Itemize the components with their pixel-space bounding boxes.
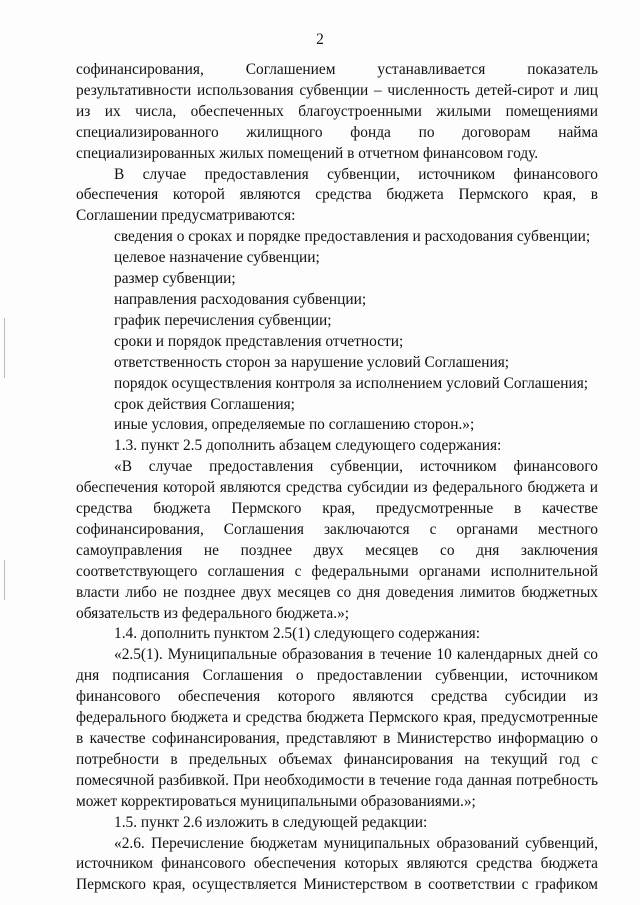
list-item: сроки и порядок представления отчетности; (114, 332, 404, 350)
list-item: ответственность сторон за нарушение условий Соглашения; (114, 353, 510, 371)
paragraph: «В случае предоставления субвенции, источником финансового обеспечения которой являются средства субсидии из федерального бюджета и средства бюджета Пермского края, предусмотренные в качестве софинансирования, Соглашения заключаются с органами местного самоуправления не позднее двух месяцев со дня заключения соответствующего соглашения с федеральными органами исполнительной власти либо не позднее двух месяцев со дня доведения лимитов бюджетных обязательств из федерального бюджета.»; (76, 458, 598, 622)
paragraph: софинансирования, Соглашением устанавливается показатель результативности использования субвенции – численность детей-сирот и лиц из их числа, обеспеченных благоустроенными жилыми помещениями специализированного жилищного фонда по договорам найма специализированных жилых помещений в отчетном финансовом году. (76, 61, 598, 162)
list-item: порядок осуществления контроля за исполнением условий Соглашения; (114, 374, 589, 392)
list-item: иные условия, определяемые по соглашению сторон.»; (114, 416, 475, 434)
paragraph: В случае предоставления субвенции, источником финансового обеспечения которой являются средства бюджета Пермского края, в Соглашении предусматриваются: (76, 165, 598, 225)
page-number: 2 (316, 31, 324, 48)
scan-artifact (4, 318, 5, 378)
document-body (76, 60, 598, 896)
paragraph: 1.5. пункт 2.6 изложить в следующей редакции: (114, 813, 428, 831)
list-item: размер субвенции; (114, 270, 236, 288)
list-item: сведения о сроках и порядке предоставления и расходования субвенции; (114, 228, 591, 246)
list-item: срок действия Соглашения; (114, 395, 295, 413)
paragraph: «2.6. Перечисление бюджетам муниципальных образований субвенций, источником финансового обеспечения которых являются средства бюджета Пермского края, осуществляется Министерством в соответствии с графиком (76, 834, 598, 894)
scan-artifact (4, 560, 5, 600)
list-item: целевое назначение субвенции; (114, 249, 320, 267)
list-item: направления расходования субвенции; (114, 290, 367, 308)
paragraph: 1.3. пункт 2.5 дополнить абзацем следующего содержания: (114, 437, 502, 455)
list-item: график перечисления субвенции; (114, 311, 332, 329)
paragraph: «2.5(1). Муниципальные образования в течение 10 календарных дней со дня подписания Соглашения о предоставлении субвенции, источником финансового обеспечения которого являются средства субсидии из федерального бюджета и средства бюджета Пермского края, предусмотренные в качестве софинансирования, представляют в Министерство информацию о потребности в предельных объемах финансирования на текущий год с помесячной разбивкой. При необходимости в течение года данная потребность может корректироваться муниципальными образованиями.»; (76, 646, 598, 810)
paragraph: 1.4. дополнить пунктом 2.5(1) следующего содержания: (114, 625, 480, 643)
